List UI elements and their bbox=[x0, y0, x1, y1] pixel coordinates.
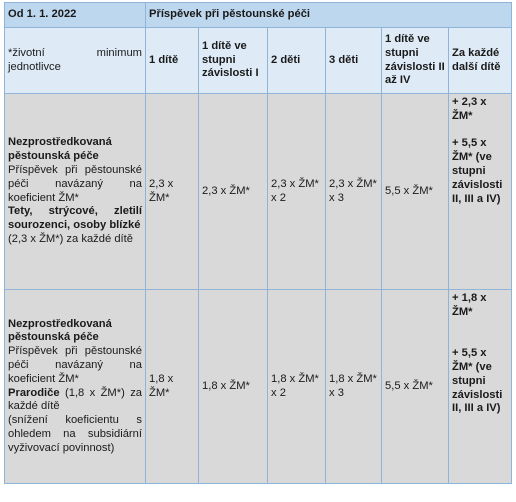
value-cell: 5,5 x ŽM* bbox=[382, 290, 449, 484]
col-header-5: 1 dítě ve stupni závislosti II až IV bbox=[382, 28, 449, 94]
extra-b: + 5,5 x ŽM* (ve stupni závislosti II, III a IV) bbox=[452, 137, 503, 205]
row-desc: Příspěvek při pěstounské péči navázaný na koeficient ŽM* bbox=[8, 345, 142, 385]
header-row-2 bbox=[5, 28, 512, 94]
value-cell: 2,3 x ŽM* x 3 bbox=[326, 94, 382, 290]
row-title: Nezprostředkovaná pěstounská péče bbox=[8, 317, 112, 344]
value-cell: 2,3 x ŽM* bbox=[146, 94, 199, 290]
row-note-2: (snížení koeficientu s ohledem na subsidiární vyživovací povinnost) bbox=[8, 414, 142, 454]
row-note: (2,3 x ŽM*) za každé dítě bbox=[8, 232, 133, 245]
row-title: Nezprostředkovaná pěstounská péče bbox=[8, 136, 112, 163]
value-cell: 1,8 x ŽM* bbox=[146, 290, 199, 484]
value-cell: 5,5 x ŽM* bbox=[382, 94, 449, 290]
col-header-4: 3 děti bbox=[326, 28, 382, 94]
extra-a: + 1,8 x ŽM* bbox=[452, 292, 487, 318]
row-group: Tety, strýcové, zletilí sourozenci, osoby blízké bbox=[8, 205, 142, 232]
extra-child-cell bbox=[449, 94, 512, 290]
value-cell: 2,3 x ŽM* bbox=[199, 94, 268, 290]
extra-child-cell bbox=[449, 290, 512, 484]
extra-b: + 5,5 x ŽM* (ve stupni závislosti II, III a IV) bbox=[452, 347, 503, 415]
legend-cell bbox=[5, 28, 146, 94]
row-note: (1,8 x ŽM*) za každé dítě bbox=[8, 386, 143, 413]
row-label-cell bbox=[5, 94, 146, 290]
value-cell: 1,8 x ŽM* bbox=[199, 290, 268, 484]
legend-text: *životní minimum jednotlivce bbox=[8, 46, 142, 73]
extra-a: + 2,3 x ŽM* bbox=[452, 96, 487, 122]
col-header-3: 2 děti bbox=[268, 28, 326, 94]
row-desc: Příspěvek při pěstounské péči navázaný na koeficient ŽM* bbox=[8, 163, 142, 204]
table-row bbox=[5, 94, 512, 290]
row-group: Prarodiče bbox=[8, 386, 60, 399]
col-header-2: 1 dítě ve stupni závislosti I bbox=[199, 28, 268, 94]
header-row-1 bbox=[5, 3, 512, 28]
col-header-6: Za každé další dítě bbox=[449, 28, 512, 94]
date-label: Od 1. 1. 2022 bbox=[5, 3, 146, 28]
col-header-1: 1 dítě bbox=[146, 28, 199, 94]
value-cell: 2,3 x ŽM* x 2 bbox=[268, 94, 326, 290]
row-label-cell bbox=[5, 290, 146, 484]
value-cell: 1,8 x ŽM* x 2 bbox=[268, 290, 326, 484]
table-title: Příspěvek při pěstounské péči bbox=[146, 3, 512, 28]
table-row bbox=[5, 290, 512, 484]
benefit-table bbox=[4, 2, 512, 484]
value-cell: 1,8 x ŽM* x 3 bbox=[326, 290, 382, 484]
